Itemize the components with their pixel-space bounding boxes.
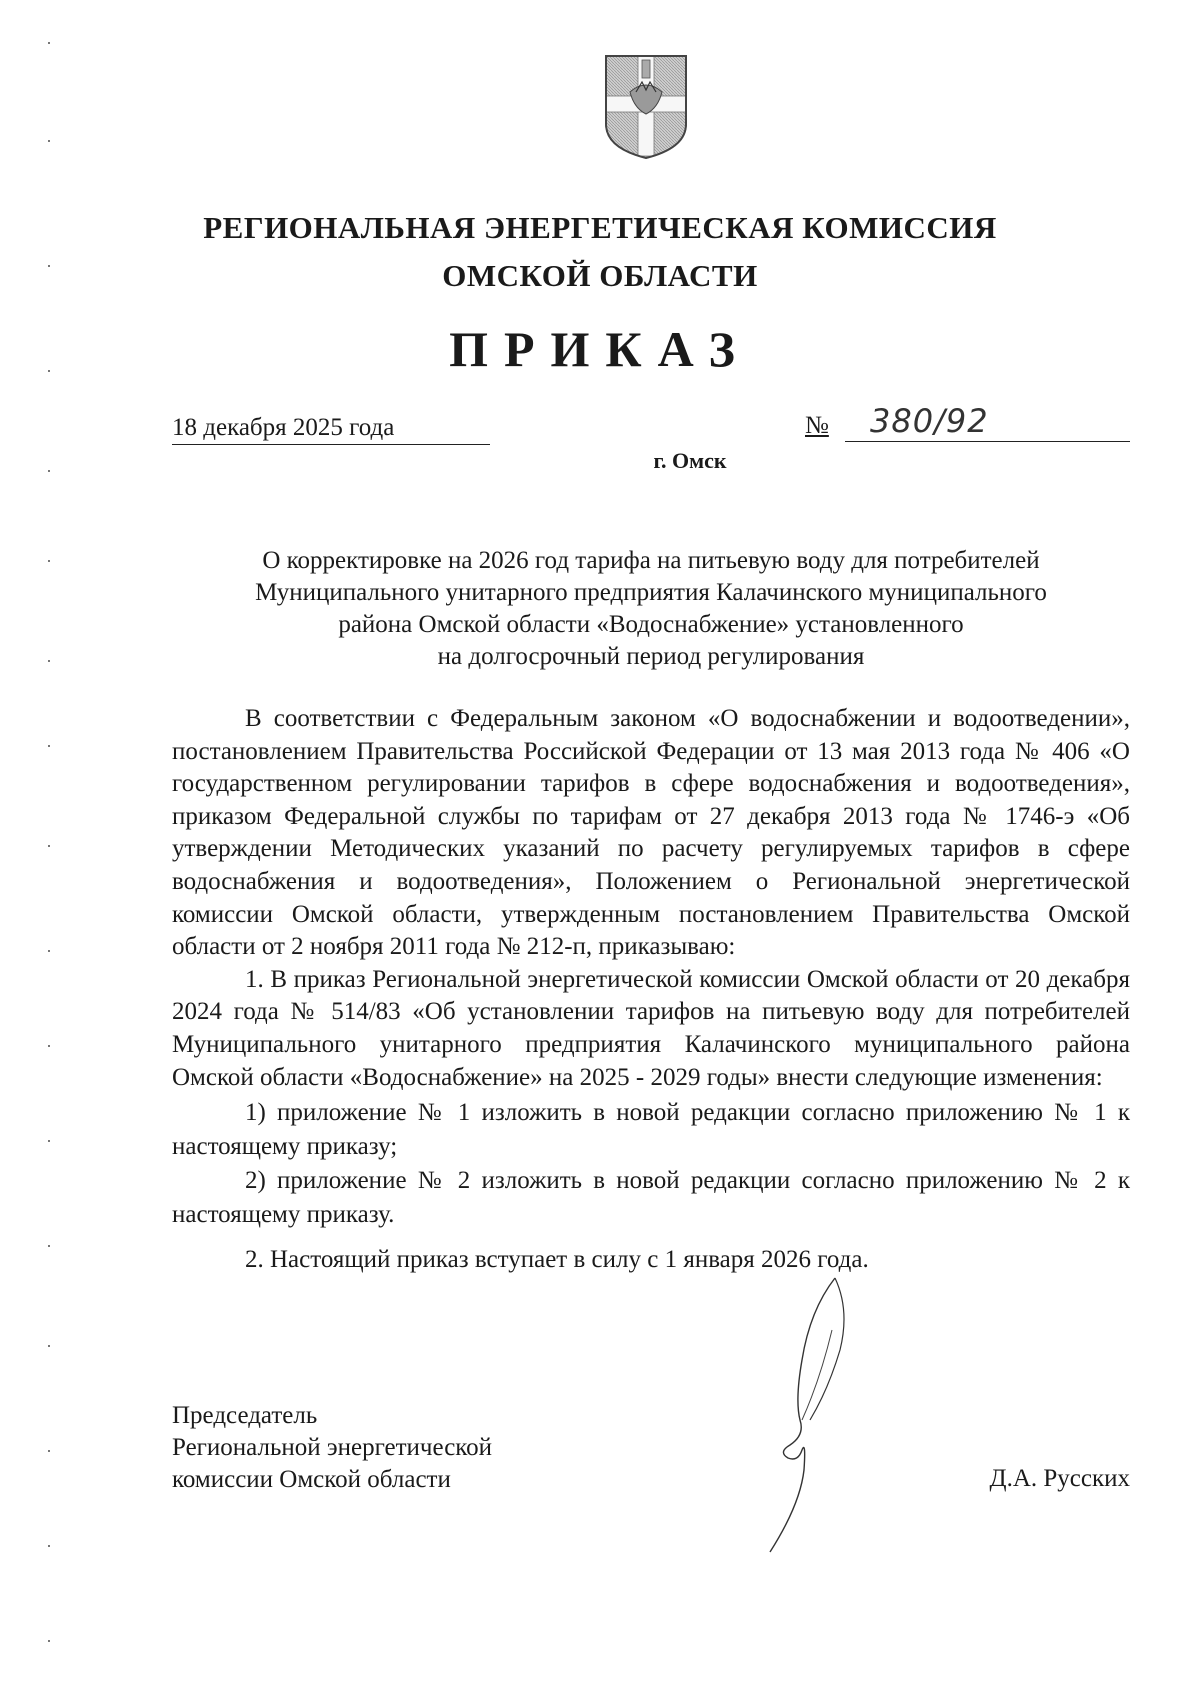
handwritten-signature xyxy=(740,1270,890,1560)
subject-line: О корректировке на 2026 год тарифа на питьевую воду для потребителей xyxy=(262,547,1040,574)
signatory-position-line: комиссии Омской области xyxy=(172,1466,451,1493)
document-body xyxy=(172,703,1130,1276)
subject-line: района Омской области «Водоснабжение» установленного xyxy=(338,611,964,638)
number-underline xyxy=(845,441,1130,442)
preamble-paragraph: В соответствии с Федеральным законом «О водоснабжении и водоотведении», постановлением Правительства Российской Федерации от 13 мая 2013 года № 406 «О государственном регулировании тарифов в сфере водоснабжения и водоотведения», приказом Федеральной службы по тарифам от 27 декабря 2013 года № 1746-э «Об утверждении Методических указаний по расчету регулируемых тарифов в сфере водоснабжения и водоотведения», Положением о Региональной энергетической комиссии Омской области, утвержденным постановлением Правительства Омской области от 2 ноября 2011 года № 212-п, приказываю: xyxy=(172,705,1130,961)
item-1-paragraph: 1. В приказ Региональной энергетической комиссии Омской области от 20 декабря 2024 года № 514/83 «Об установлении тарифов на питьевую воду для потребителей Муниципального унитарного предприятия Калачинского муниципального района Омской области «Водоснабжение» на 2025 - 2029 годы» внести следующие изменения: xyxy=(172,965,1130,1091)
document-date: 18 декабря 2025 года xyxy=(172,414,490,445)
organization-name-line2: ОМСКОЙ ОБЛАСТИ xyxy=(442,258,758,293)
item-1-subitem-1: 1) приложение № 1 изложить в новой редакции согласно приложению № 1 к настоящему приказу; xyxy=(172,1099,1130,1161)
signatory-name: Д.А. Русских xyxy=(989,1465,1130,1492)
document-subject xyxy=(172,545,1130,673)
signatory-position-line: Региональной энергетической xyxy=(172,1434,493,1461)
number-label: № xyxy=(805,412,829,439)
subject-line: на долгосрочный период регулирования xyxy=(437,643,865,670)
city-label: г. Омск xyxy=(653,448,727,473)
signatory-position xyxy=(172,1400,492,1496)
item-1-subitem-2: 2) приложение № 2 изложить в новой редакции согласно приложению № 2 к настоящему приказу. xyxy=(172,1167,1130,1229)
organization-name-line1: РЕГИОНАЛЬНАЯ ЭНЕРГЕТИЧЕСКАЯ КОМИССИЯ xyxy=(203,210,997,245)
document-type-title: ПРИКАЗ xyxy=(449,321,751,377)
document-number-handwritten: 380/92 xyxy=(870,402,989,440)
signatory-position-line: Председатель xyxy=(172,1402,318,1429)
item-2-paragraph: 2. Настоящий приказ вступает в силу с 1 января 2026 года. xyxy=(245,1246,869,1274)
subject-line: Муниципального унитарного предприятия Калачинского муниципального xyxy=(255,579,1047,606)
coat-of-arms-emblem xyxy=(602,52,690,162)
